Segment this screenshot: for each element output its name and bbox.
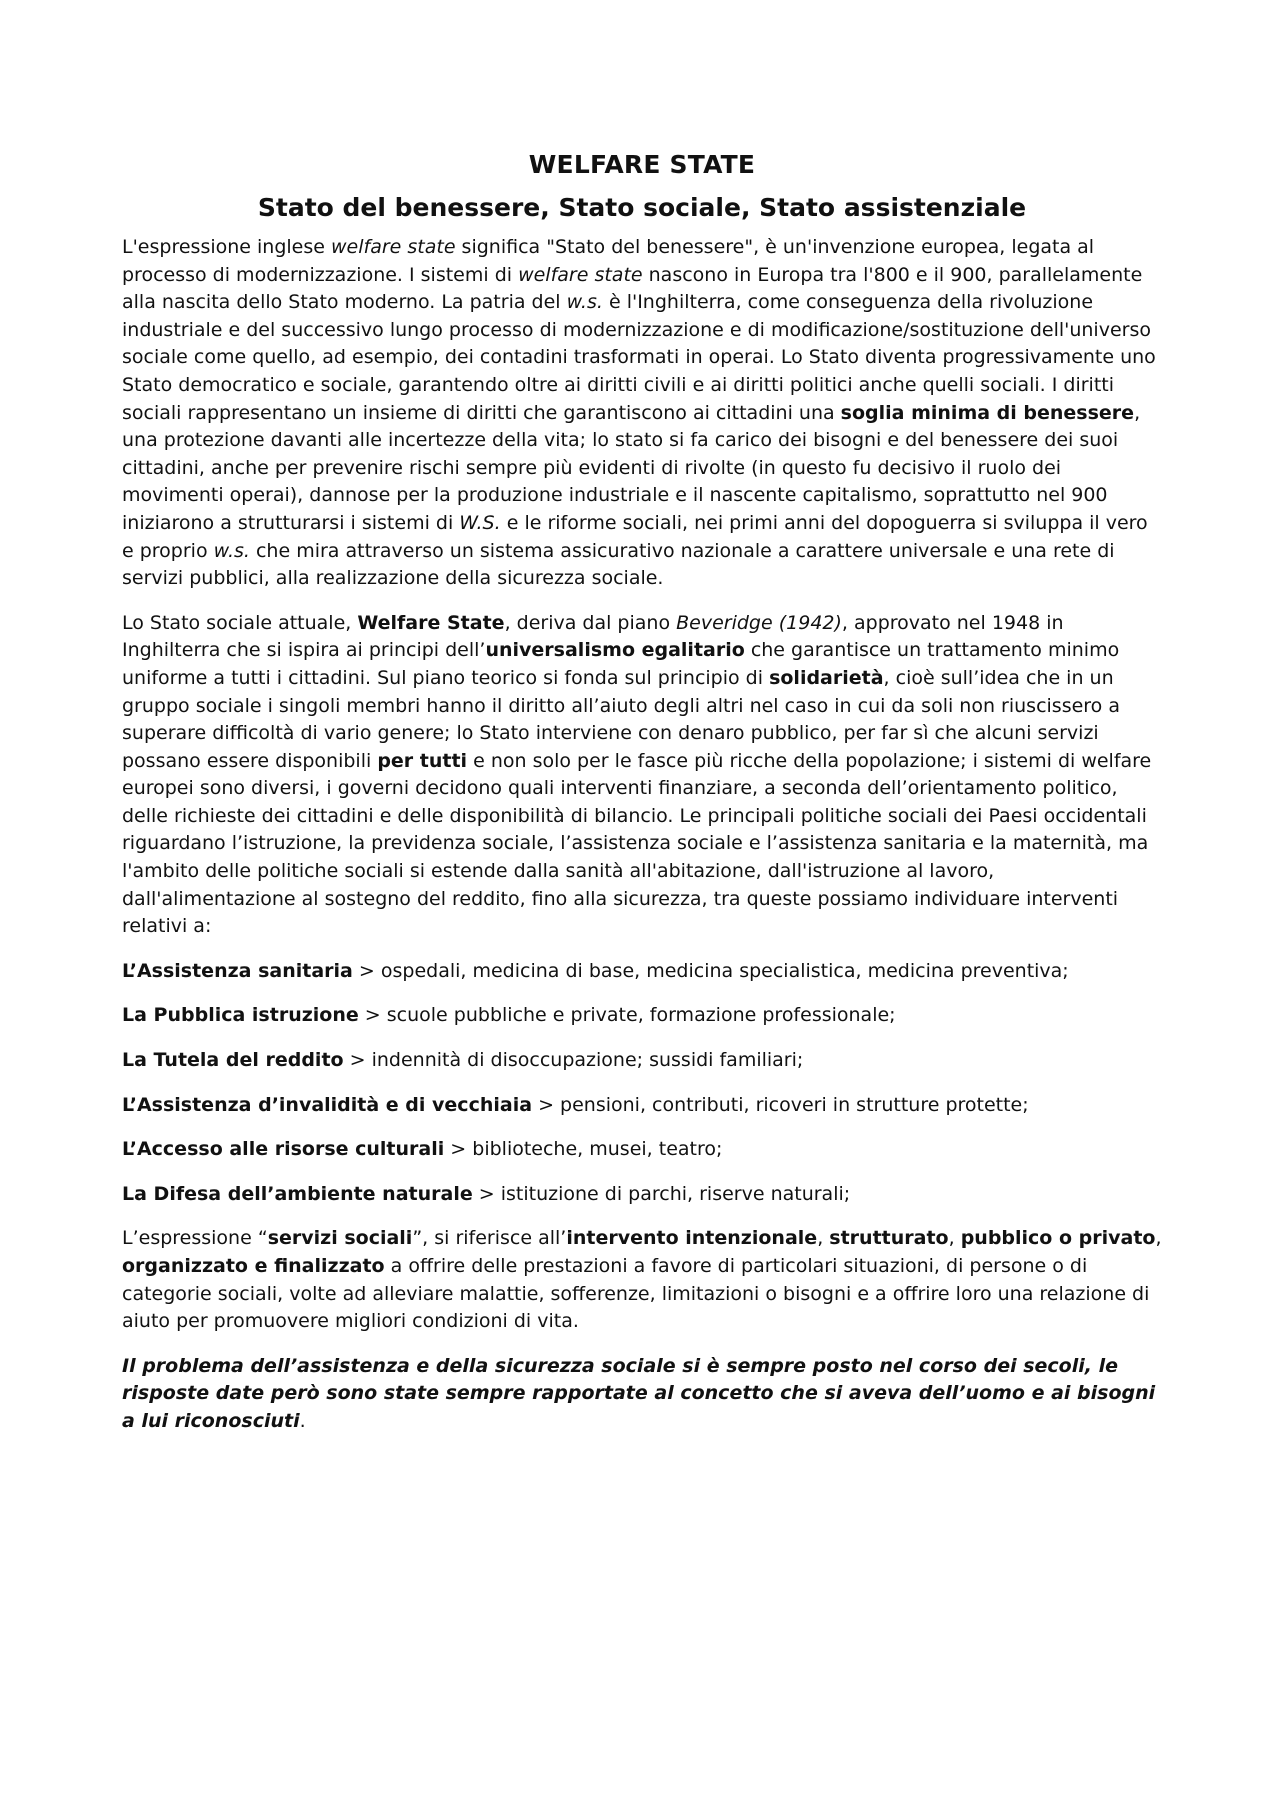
list-description: > ospedali, medicina di base, medicina specialistica, medicina preventiva; bbox=[352, 959, 1069, 982]
list-term: La Tutela del reddito bbox=[122, 1049, 344, 1072]
text-run: è l'Inghilterra, come conseguenza della rivoluzione industriale e del successivo lungo processo di modernizzazione e di modificazione/sostituzione dell'universo sociale come quello, ad esempio, dei contadini trasformati in operai. Lo Stato diventa progressivamente uno Stato democratico e sociale, garantendo oltre ai diritti civili e ai diritti politici anche quelli sociali. I diritti sociali rappresentano un insieme di diritti che garantiscono ai cittadini una bbox=[122, 291, 1156, 424]
list-item bbox=[122, 1092, 1162, 1120]
social-services-paragraph bbox=[122, 1225, 1162, 1335]
list-item bbox=[122, 1181, 1162, 1209]
list-description: > istituzione di parchi, riserve naturali; bbox=[472, 1182, 851, 1205]
list-description: > pensioni, contributi, ricoveri in strutture protette; bbox=[532, 1093, 1029, 1116]
text-run: L'espressione inglese bbox=[122, 236, 331, 258]
text-run: ”, si riferisce all’ bbox=[412, 1227, 567, 1250]
list-description: > biblioteche, musei, teatro; bbox=[444, 1138, 723, 1161]
bold-term: solidarietà bbox=[769, 666, 884, 689]
text-run: che garantisce un trattamento minimo uniforme a tutti i cittadini. Sul piano teorico si fonda sul principio di bbox=[122, 639, 1120, 689]
bold-term: servizi sociali bbox=[267, 1227, 413, 1250]
bold-term: per tutti bbox=[377, 749, 468, 772]
text-run: e le riforme sociali, nei primi anni del dopoguerra si sviluppa il vero e proprio bbox=[122, 511, 1148, 562]
italic-term: W.S. bbox=[459, 511, 501, 534]
text-run: significa "Stato del benessere", è un'invenzione europea, legata al processo di modernizzazione. I sistemi di bbox=[122, 236, 1095, 286]
text-run: che mira attraverso un sistema assicurativo nazionale a carattere universale e una rete di servizi pubblici, alla realizzazione della sicurezza sociale. bbox=[122, 539, 1115, 590]
bold-term: universalismo egalitario bbox=[485, 639, 745, 662]
welfare-state-paragraph bbox=[122, 610, 1162, 941]
document-page bbox=[122, 150, 1162, 1436]
text-run: , bbox=[817, 1227, 830, 1250]
text-run: L’espressione “ bbox=[122, 1227, 268, 1250]
list-description: > scuole pubbliche e private, formazione professionale; bbox=[358, 1004, 896, 1027]
list-description: > indennità di disoccupazione; sussidi familiari; bbox=[343, 1049, 804, 1072]
text-run: a offrire delle prestazioni a favore di particolari situazioni, di persone o di categorie sociali, volte ad alleviare malattie, sofferenze, limitazioni o bisogni e a offrire loro una relazione di aiuto per promuovere migliori condizioni di vita. bbox=[122, 1255, 1150, 1333]
list-item bbox=[122, 958, 1162, 986]
list-item bbox=[122, 1002, 1162, 1030]
list-term: La Pubblica istruzione bbox=[122, 1004, 359, 1027]
list-term: La Difesa dell’ambiente naturale bbox=[122, 1182, 473, 1205]
list-term: L’Accesso alle risorse culturali bbox=[122, 1138, 445, 1161]
text-run: e non solo per le fasce più ricche della popolazione; i sistemi di welfare europei sono diversi, i governi decidono quali interventi finanziare, a seconda dell’orientamento politico, delle richieste dei cittadini e delle disponibilità di bilancio. Le principali politiche sociali dei Paesi occidentali riguardano l’istruzione, la previdenza sociale, l’assistenza sociale e l’assistenza sanitaria e la maternità, ma l'ambito delle politiche sociali si estende dalla sanità all'abitazione, dall'istruzione al lavoro, dall'alimentazione al sostegno del reddito, fino alla sicurezza, tra queste possiamo individuare interventi relativi a: bbox=[122, 749, 1152, 938]
italic-term: w.s. bbox=[566, 291, 603, 314]
text-run: , bbox=[948, 1227, 961, 1250]
text-run: , deriva dal piano bbox=[504, 611, 677, 634]
closing-text: Il problema dell’assistenza e della sicurezza sociale si è sempre posto nel corso dei secoli, le risposte date però sono state sempre rapportate al concetto che si aveva dell’uomo e ai bisogni a lui riconosciuti bbox=[122, 1354, 1156, 1432]
closing-period: . bbox=[299, 1409, 306, 1432]
text-run: nascono in Europa tra l'800 e il 900, parallelamente alla nascita dello Stato moderno. La patria del bbox=[122, 263, 1143, 314]
italic-term: welfare state bbox=[331, 236, 456, 258]
bold-term: intervento intenzionale bbox=[566, 1227, 818, 1250]
text-run: , una protezione davanti alle incertezze della vita; lo stato si fa carico dei bisogni e del benessere dei suoi cittadini, anche per prevenire rischi sempre più evidenti di rivolte (in questo fu decisivo il ruolo dei movimenti operai), dannose per la produzione industriale e il nascente capitalismo, soprattutto nel 900 iniziarono a strutturarsi i sistemi di bbox=[122, 401, 1141, 534]
text-run: , bbox=[1155, 1227, 1162, 1250]
list-term: L’Assistenza d’invalidità e di vecchiaia bbox=[122, 1093, 533, 1116]
intro-paragraph bbox=[122, 234, 1162, 593]
document-title: WELFARE STATE bbox=[528, 150, 756, 179]
text-run: , approvato nel 1948 in Inghilterra che si ispira ai principi dell’ bbox=[122, 611, 1064, 662]
text-run: , cioè sull’idea che in un gruppo sociale i singoli membri hanno il diritto all’aiuto degli altri nel caso in cui da soli non riuscissero a superare difficoltà di vario genere; lo Stato interviene con denaro pubblico, per far sì che alcuni servizi possano essere disponibili bbox=[122, 666, 1120, 772]
italic-term: welfare state bbox=[518, 263, 643, 286]
bold-term: pubblico o privato bbox=[960, 1227, 1156, 1250]
bold-term: Welfare State bbox=[357, 611, 505, 634]
document-subtitle: Stato del benessere, Stato sociale, Stato assistenziale bbox=[257, 193, 1027, 222]
bold-term: organizzato e finalizzato bbox=[122, 1255, 385, 1277]
text-run: Lo Stato sociale attuale, bbox=[122, 611, 358, 634]
bold-term: strutturato bbox=[829, 1227, 949, 1250]
list-term: L’Assistenza sanitaria bbox=[122, 959, 353, 982]
italic-term: w.s. bbox=[213, 539, 250, 562]
closing-statement bbox=[122, 1353, 1162, 1436]
list-item bbox=[122, 1136, 1162, 1164]
bold-term: soglia minima di benessere bbox=[840, 401, 1135, 424]
italic-term: Beveridge (1942) bbox=[676, 611, 842, 634]
list-item bbox=[122, 1047, 1162, 1075]
